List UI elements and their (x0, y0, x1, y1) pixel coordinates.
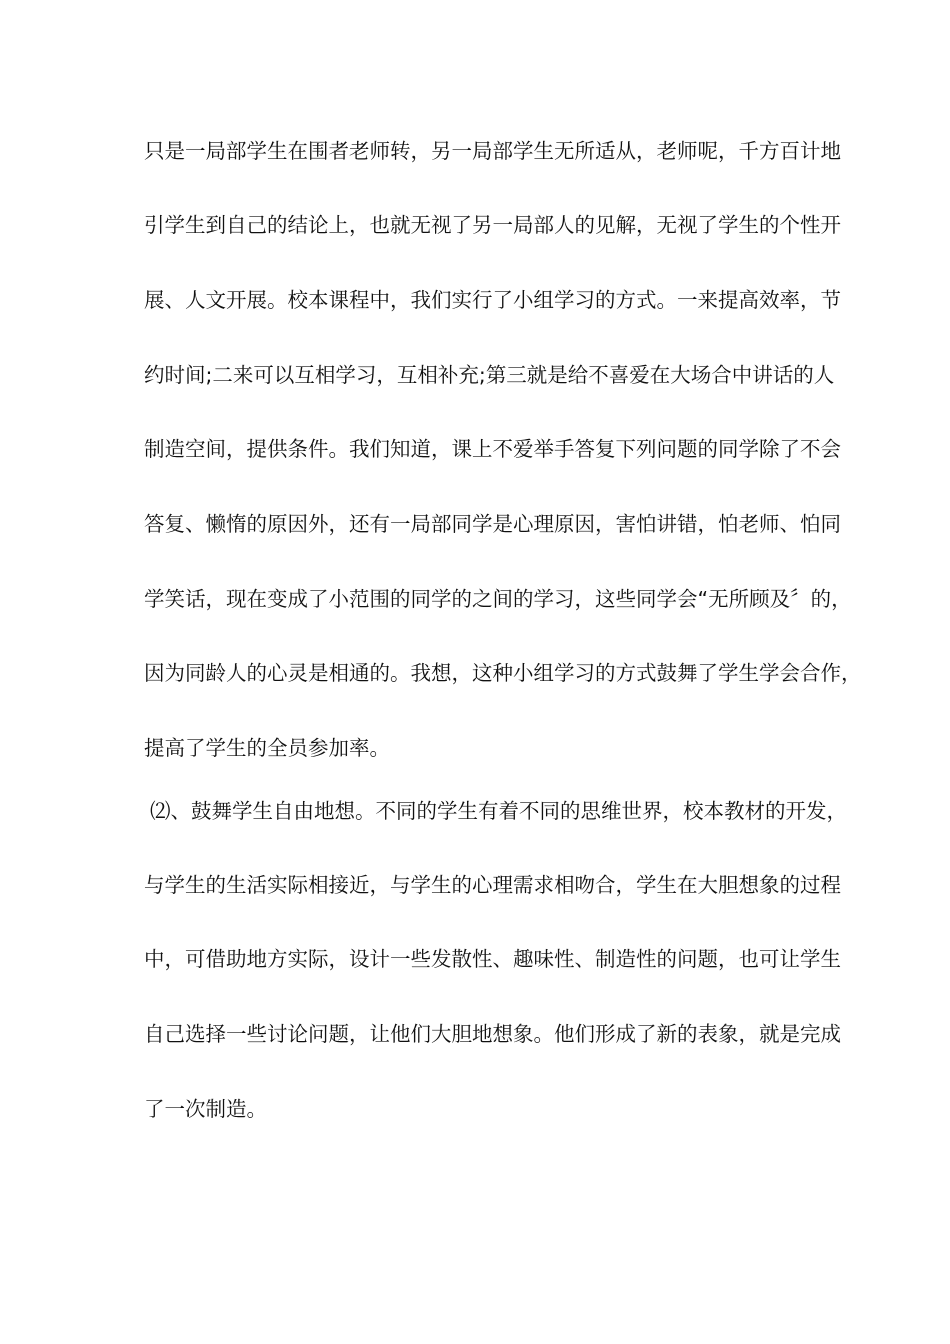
text-line: 学笑话，现在变成了小范围的同学的之间的学习，这些同学会“无所顾及〞的， (144, 587, 852, 611)
text-line: 中，可借助地方实际，设计一些发散性、趣味性、制造性的问题，也可让学生 (144, 947, 841, 971)
paragraph-start-line: ⑵、鼓舞学生自由地想。不同的学生有着不同的思维世界，校本教材的开发， (150, 799, 847, 823)
text-line: 约时间;二来可以互相学习，互相补充;第三就是给不喜爱在大场合中讲话的人 (144, 363, 835, 387)
text-line: 了一次制造。 (144, 1097, 267, 1121)
text-line: 引学生到自己的结论上，也就无视了另一局部人的见解，无视了学生的个性开 (144, 213, 841, 237)
text-line: 展、人文开展。校本课程中，我们实行了小组学习的方式。一来提高效率，节 (144, 288, 841, 312)
text-line: 提高了学生的全员参加率。 (144, 736, 390, 760)
text-line: 制造空间，提供条件。我们知道，课上不爱举手答复下列问题的同学除了不会 (144, 437, 841, 461)
text-line: 自己选择一些讨论问题，让他们大胆地想象。他们形成了新的表象，就是完成 (144, 1022, 841, 1046)
text-line: 因为同龄人的心灵是相通的。我想，这种小组学习的方式鼓舞了学生学会合作， (144, 661, 862, 685)
text-line: 与学生的生活实际相接近，与学生的心理需求相吻合，学生在大胆想象的过程 (144, 873, 841, 897)
text-line: 答复、懒惰的原因外，还有一局部同学是心理原因，害怕讲错，怕老师、怕同 (144, 512, 841, 536)
text-line: 只是一局部学生在围者老师转，另一局部学生无所适从，老师呢，千方百计地 (144, 139, 841, 163)
